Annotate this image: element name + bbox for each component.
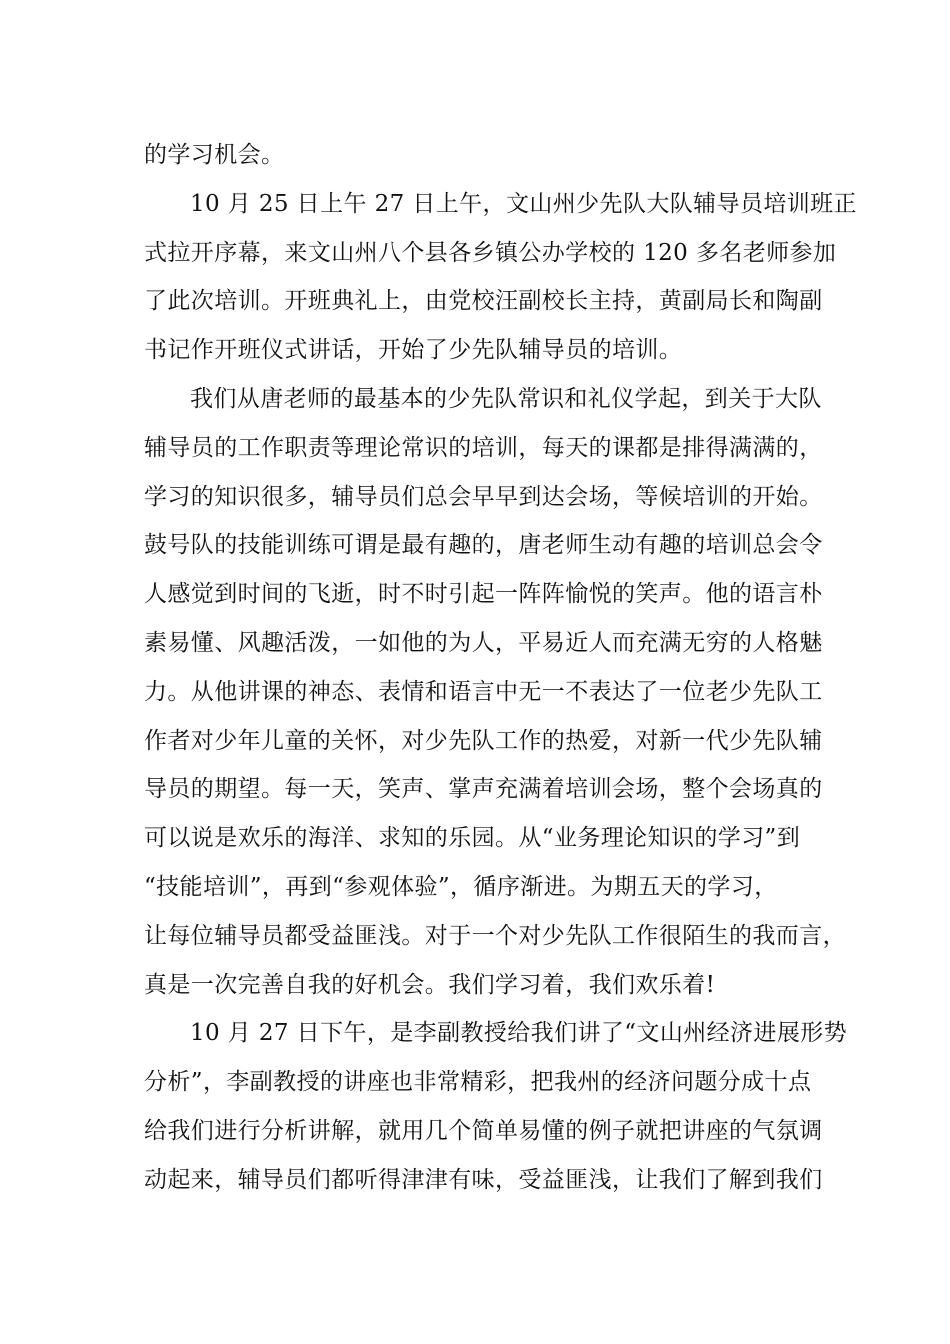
text-line: 式拉开序幕，来文山州八个县各乡镇公办学校的 120 多名老师参加 [144, 239, 837, 266]
paragraph-first-line: 10 月 27 日下午，是李副教授给我们讲了“文山州经济进展形势 [190, 1020, 848, 1047]
text-line: 辅导员的工作职责等理论常识的培训，每天的课都是排得满满的， [144, 434, 823, 461]
text-line: “技能培训”，再到“参观体验”，循序渐进。为期五天的学习， [144, 873, 778, 900]
paragraph-first-line: 10 月 25 日上午 27 日上午，文山州少先队大队辅导员培训班正 [190, 190, 857, 217]
text-line: 可以说是欢乐的海洋、求知的乐园。从“业务理论知识的学习”到 [144, 825, 801, 852]
text-line: 鼓号队的技能训练可谓是最有趣的，唐老师生动有趣的培训总会令 [144, 532, 823, 559]
text-line: 给我们进行分析讲解，就用几个简单易懂的例子就把讲座的气氛调 [144, 1117, 823, 1144]
text-line: 作者对少年儿童的关怀，对少先队工作的热爱，对新一代少先队辅 [144, 727, 823, 754]
text-line: 人感觉到时间的飞逝，时不时引起一阵阵愉悦的笑声。他的语言朴 [144, 581, 823, 608]
text-line: 真是一次完善自我的好机会。我们学习着，我们欢乐着! [144, 971, 716, 998]
text-line: 导员的期望。每一天，笑声、掌声充满着培训会场，整个会场真的 [144, 776, 823, 803]
text-line: 分析”，李副教授的讲座也非常精彩，把我州的经济问题分成十点 [144, 1069, 812, 1096]
paragraph-first-line: 我们从唐老师的最基本的少先队常识和礼仪学起，到关于大队 [190, 385, 822, 412]
text-line: 让每位辅导员都受益匪浅。对于一个对少先队工作很陌生的我而言， [144, 922, 846, 949]
text-line: 学习的知识很多，辅导员们总会早早到达会场，等候培训的开始。 [144, 483, 823, 510]
text-line: 动起来，辅导员们都听得津津有味，受益匪浅，让我们了解到我们 [144, 1166, 823, 1193]
body-text [144, 131, 857, 1205]
text-line: 素易懂、风趣活泼，一如他的为人，平易近人而充满无穷的人格魅 [144, 629, 823, 656]
text-line: 书记作开班仪式讲话，开始了少先队辅导员的培训。 [144, 337, 683, 364]
text-line: 了此次培训。开班典礼上，由党校汪副校长主持，黄副局长和陶副 [144, 288, 823, 315]
text-line: 力。从他讲课的神态、表情和语言中无一不表达了一位老少先队工 [144, 678, 823, 705]
text-line: 的学习机会。 [144, 142, 285, 168]
